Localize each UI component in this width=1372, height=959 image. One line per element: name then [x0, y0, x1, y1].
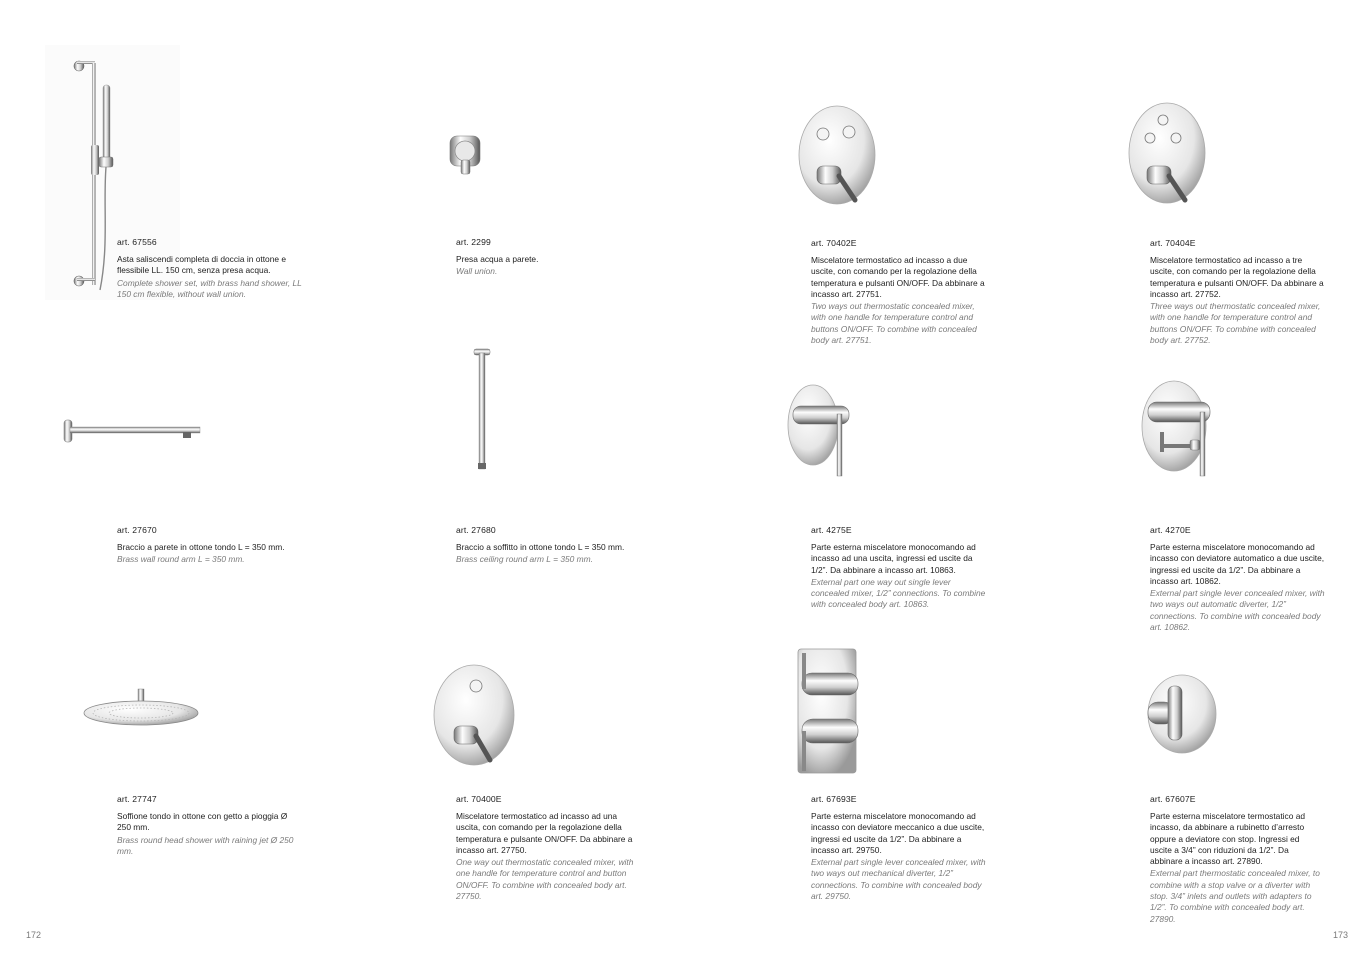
article-code: art. 70404E [1150, 238, 1196, 248]
description-italian: Parte esterna miscelatore monocomando ad incasso con deviatore automatico a due uscite, ingressi ed uscite da 1/2”. Da abbinare a incasso art. 10862. [1150, 542, 1325, 586]
product-70404E [1150, 238, 1328, 346]
ceiling-arm-icon [470, 345, 495, 475]
product-70402E [811, 238, 989, 346]
article-code: art. 67607E [1150, 794, 1196, 804]
description-italian: Braccio a parete in ottone tondo L = 350 mm. [117, 542, 285, 552]
description-english: External part one way out single lever concealed mixer, 1/2” connections. To combine with concealed body art. 10863. [811, 576, 986, 610]
wall-arm-icon [60, 418, 205, 448]
thermostatic-concealed-mixer-icon [1142, 672, 1222, 757]
article-code: art. 27747 [117, 794, 157, 804]
description-english: One way out thermostatic concealed mixer, with one handle for temperature control and button ON/OFF. To combine with concealed body art. 27750. [456, 857, 634, 902]
description-english: Brass ceiling round arm L = 350 mm. [456, 554, 593, 565]
article-code: art. 4270E [1150, 525, 1191, 535]
description-italian: Braccio a soffitto in ottone tondo L = 350 mm. [456, 542, 625, 552]
description-english: External part thermostatic concealed mixer, to combine with a stop valve or a diverter with stop. 3/4” inlets and outlets with adapters to 1/2”. To combine with concealed body art. 27890. [1150, 868, 1320, 924]
article-code: art. 70402E [811, 238, 857, 248]
description-italian: Presa acqua a parete. [456, 254, 539, 264]
description-english: Two ways out thermostatic concealed mixer, with one handle for temperature control and buttons ON/OFF. To combine with concealed body art. 27751. [811, 301, 977, 346]
description-english: Three ways out thermostatic concealed mixer, with one handle for temperature control and buttons ON/OFF. To combine with concealed body art. 27752. [1150, 301, 1321, 346]
description-italian: Miscelatore termostatico ad incasso a tre uscite, con comando per la regolazione della temperatura e pulsanti ON/OFF. Da abbinare a incasso art. 27752. [1150, 255, 1324, 299]
thermostatic-mixer-three-button-icon [1125, 98, 1215, 210]
description-italian: Parte esterna miscelatore monocomando ad incasso con deviatore meccanico a due uscite, ingressi ed uscite da 1/2”. Da abbinare a incasso art. 29750. [811, 811, 985, 855]
thermostatic-mixer-two-button-icon [795, 100, 885, 210]
product-27680 [456, 525, 636, 566]
product-4270E [1150, 525, 1330, 633]
product-70400E [456, 794, 636, 902]
description-italian: Asta saliscendi completa di doccia in ottone e flessibile LL. 150 cm, senza presa acqua. [117, 254, 286, 276]
page-number-right: 173 [1333, 930, 1349, 940]
product-2299 [456, 237, 636, 278]
wall-union-icon [445, 130, 495, 180]
description-italian: Parte esterna miscelatore termostatico ad incasso, da abbinare a rubinetto d’arresto oppure a deviatore con stop. Ingressi ed uscite a 3/4” con riduzioni da 1/2”. Da abbinare a incasso art. 27890. [1150, 811, 1306, 867]
rectangular-plate-mixer-icon [790, 645, 865, 775]
article-code: art. 2299 [456, 237, 491, 247]
description-english: External part single lever concealed mixer, with two ways out automatic diverter, 1/2” connections. To combine with concealed body art. 10862. [1150, 588, 1325, 633]
description-english: Complete shower set, with brass hand shower, LL 150 cm flexible, without wall union. [117, 277, 302, 299]
description-english: Brass round head shower with raining jet Ø 250 mm. [117, 834, 294, 856]
article-code: art. 27680 [456, 525, 496, 535]
description-italian: Miscelatore termostatico ad incasso ad una uscita, con comando per la regolazione della temperatura e pulsante ON/OFF. Da abbinare a incasso art. 27750. [456, 811, 633, 855]
article-code: art. 67556 [117, 237, 157, 247]
article-code: art. 70400E [456, 794, 502, 804]
single-lever-diverter-mixer-icon [1140, 378, 1220, 480]
description-english: Wall union. [456, 266, 498, 277]
product-67693E [811, 794, 989, 902]
product-67607E [1150, 794, 1320, 925]
single-lever-mixer-icon [785, 380, 860, 480]
description-italian: Parte esterna miscelatore monocomando ad incasso ad una uscita, ingressi ed uscite da 1/2”. Da abbinare a incasso art. 10863. [811, 542, 976, 575]
description-english: External part single lever concealed mixer, with two ways out mechanical diverter, 1/2” connections. To combine with concealed body art. 29750. [811, 857, 986, 902]
product-67556 [117, 237, 302, 300]
description-english: Brass wall round arm L = 350 mm. [117, 554, 245, 565]
article-code: art. 4275E [811, 525, 852, 535]
head-shower-icon [80, 685, 205, 730]
thermostatic-mixer-one-button-icon [430, 660, 520, 770]
description-italian: Soffione tondo in ottone con getto a pioggia Ø 250 mm. [117, 811, 288, 833]
article-code: art. 67693E [811, 794, 857, 804]
page-number-left: 172 [26, 930, 42, 940]
product-27747 [117, 794, 297, 857]
article-code: art. 27670 [117, 525, 157, 535]
product-27670 [117, 525, 297, 566]
description-italian: Miscelatore termostatico ad incasso a due uscite, con comando per la regolazione della temperatura e pulsanti ON/OFF. Da abbinare a incasso art. 27751. [811, 255, 985, 299]
product-4275E [811, 525, 991, 611]
